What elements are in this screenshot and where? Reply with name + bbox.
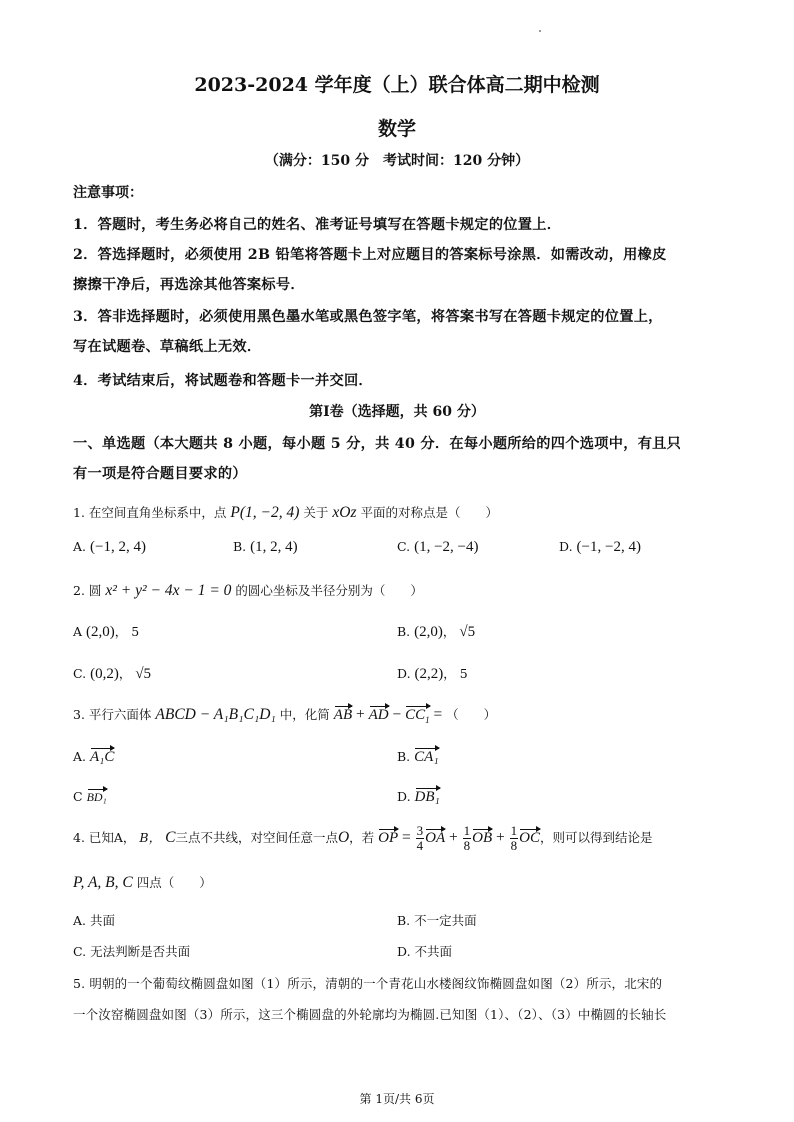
question-1	[73, 503, 498, 522]
q4-option-c	[73, 942, 190, 960]
notice-line: 1．答题时，考生务必将自己的姓名、准考证号填写在答题卡规定的位置上．	[73, 217, 562, 233]
option-label: A	[73, 624, 83, 639]
option-radius: √5	[459, 624, 476, 640]
vector-oa: OA	[425, 830, 446, 846]
question-2	[73, 581, 423, 600]
vector-ab: AB	[333, 707, 353, 723]
q2-prefix: 2. 圆	[73, 583, 102, 598]
option-label: D.	[559, 539, 573, 554]
notice-line: 3．答非选择题时，必须使用黑色墨水笔或黑色签字笔，将答案书写在答题卡规定的位置上，	[73, 309, 663, 325]
question-4: 4. 已知A， B， C三点不共线，对空间任意一点O，若 OP = $\frac{3}{4}$ OA + $\frac{1}{8}$ OB + $\frac{1}{8}$ OC，则可以得到结论是	[73, 823, 653, 853]
q3-suffix: （ ）	[446, 707, 497, 722]
option-value: (1, 2, 4)	[250, 539, 298, 555]
option-label: A.	[73, 539, 87, 554]
q1-point: P(1, −2, 4)	[230, 504, 300, 521]
q4-mid2: ，若	[349, 830, 375, 845]
option-radius: 5	[131, 624, 140, 639]
q3-prefix: 3. 平行六面体	[73, 707, 152, 722]
vector-cc1: $CC_1$	[405, 707, 430, 725]
option-center: (2,2)	[414, 666, 444, 682]
q4-option-b	[397, 911, 477, 929]
q4-point-o: O	[337, 829, 350, 846]
q1-option-b	[233, 539, 298, 556]
q2-option-b: B. (2,0)， √5	[397, 624, 476, 640]
page-footer: 第 1页/共 6页	[359, 1092, 435, 1106]
q2-option-c: C. (0,2)， √5	[73, 666, 152, 682]
question-5-line1: 5. 明朝的一个葡萄纹椭圆盘如图（1）所示，清朝的一个青花山水楼阁纹饰椭圆盘如图（2）所示，北宋的	[73, 976, 663, 991]
subject-title: 数学	[377, 118, 416, 140]
q4-mid: 三点不共线，对空间任意一点	[175, 830, 338, 845]
q3-option-c	[73, 789, 107, 805]
q4-line2-suffix: 四点（ ）	[136, 875, 212, 890]
q1-prefix: 1. 在空间直角坐标系中，点	[73, 505, 227, 520]
q2-option-a: A (2,0)， 5	[73, 624, 140, 640]
q2-suffix: 的圆心坐标及半径分别为（ ）	[235, 583, 423, 598]
option-text: 无法判断是否共面	[90, 944, 191, 959]
q4-option-d	[397, 942, 452, 960]
option-label: C.	[73, 944, 87, 959]
option-vector: DB₁	[414, 789, 440, 805]
option-vector: BD₁	[86, 790, 107, 804]
option-radius: 5	[459, 666, 468, 681]
option-label: D.	[397, 666, 411, 681]
option-label: B.	[397, 749, 411, 764]
option-vector: A₁C	[90, 749, 115, 765]
option-radius: √5	[135, 666, 152, 682]
scan-speck	[539, 30, 541, 32]
vector-ad: AD	[368, 707, 389, 723]
q1-option-c	[397, 539, 479, 556]
option-center: (0,2)	[90, 666, 119, 682]
option-label: A.	[73, 749, 87, 764]
q3-solid: ABCD − A₁B₁C₁D₁	[155, 706, 276, 723]
q1-suffix: 平面的对称点是（ ）	[360, 505, 498, 520]
option-center: (2,0)	[86, 624, 115, 640]
q3-mid: 中，化简	[279, 707, 330, 722]
option-value: (1, −2, −4)	[414, 539, 479, 555]
section-desc: 有一项是符合题目要求的）	[73, 466, 247, 482]
q4-point-a: A，	[113, 830, 136, 845]
q3-option-d	[397, 789, 440, 806]
question-5-line2: 一个汝窑椭圆盘如图（3）所示，这三个椭圆盘的外轮廓均为椭圆.已知图（1）、（2）、（3）中椭圆的长轴长	[73, 1007, 667, 1022]
question-4-line2	[73, 873, 212, 892]
score-time-line: （满分：150 分 考试时间：120 分钟）	[264, 153, 530, 169]
option-label: D.	[397, 789, 411, 804]
vector-op: OP	[378, 830, 399, 846]
notice-line: 4．考试结束后，将试题卷和答题卡一并交回．	[73, 373, 373, 389]
option-label: C.	[397, 539, 411, 554]
q2-option-d: D. (2,2)， 5	[397, 666, 468, 682]
option-text: 不共面	[414, 944, 453, 959]
option-label: A.	[73, 913, 87, 928]
q3-option-b	[397, 749, 439, 766]
q4-points: P, A, B, C	[73, 874, 133, 891]
q1-option-a	[73, 539, 146, 556]
vector-oc: OC	[519, 830, 540, 846]
option-vector: CA₁	[414, 749, 439, 765]
q4-suffix: ，则可以得到结论是	[540, 830, 653, 845]
option-label: C	[73, 789, 83, 804]
q4-point-b: B，	[139, 830, 162, 845]
option-label: B.	[233, 539, 247, 554]
option-label: C.	[73, 666, 87, 681]
exam-title: 2023-2024 学年度（上）联合体高二期中检测	[194, 74, 600, 96]
q4-prefix: 4. 已知	[73, 830, 114, 845]
q1-option-d	[559, 539, 641, 556]
question-3: 3. 平行六面体 ABCD − A₁B₁C₁D₁ 中，化简 AB + AD − $CC_1$ = （ ）	[73, 706, 497, 725]
option-value: (−1, −2, 4)	[576, 539, 641, 555]
vector-ob: OB	[472, 830, 493, 846]
notice-line: 擦擦干净后，再选涂其他答案标号．	[73, 277, 305, 293]
option-text: 不一定共面	[414, 913, 477, 928]
q1-mid: 关于	[303, 505, 329, 520]
option-center: (2,0)	[414, 624, 443, 640]
option-label: D.	[397, 944, 411, 959]
q4-point-c: C	[165, 829, 176, 846]
notice-line: 2．答选择题时，必须使用 2B 铅笔将答题卡上对应题目的答案标号涂黑．如需改动，用橡皮	[73, 247, 667, 263]
section-title: 第Ⅰ卷（选择题，共 60 分）	[309, 404, 485, 420]
option-label: B.	[397, 913, 411, 928]
fraction-1-8: $\frac{1}{8}$	[510, 823, 518, 853]
section-desc: 一、单选题（本大题共 8 小题，每小题 5 分，共 40 分．在每小题所给的四个选项中，有且只	[73, 436, 682, 452]
fraction-1-8: $\frac{1}{8}$	[463, 823, 471, 853]
option-label: B.	[397, 624, 411, 639]
option-text: 共面	[90, 913, 116, 928]
q1-plane: xOz	[332, 504, 357, 521]
notice-line: 写在试题卷、草稿纸上无效．	[73, 339, 262, 355]
notice-heading: 注意事项：	[73, 185, 143, 201]
option-value: (−1, 2, 4)	[90, 539, 146, 555]
q2-equation: x² + y² − 4x − 1 = 0	[105, 582, 232, 599]
q3-option-a	[73, 749, 114, 766]
q4-option-a	[73, 911, 115, 929]
fraction-3-4: $\frac{3}{4}$	[416, 823, 424, 853]
